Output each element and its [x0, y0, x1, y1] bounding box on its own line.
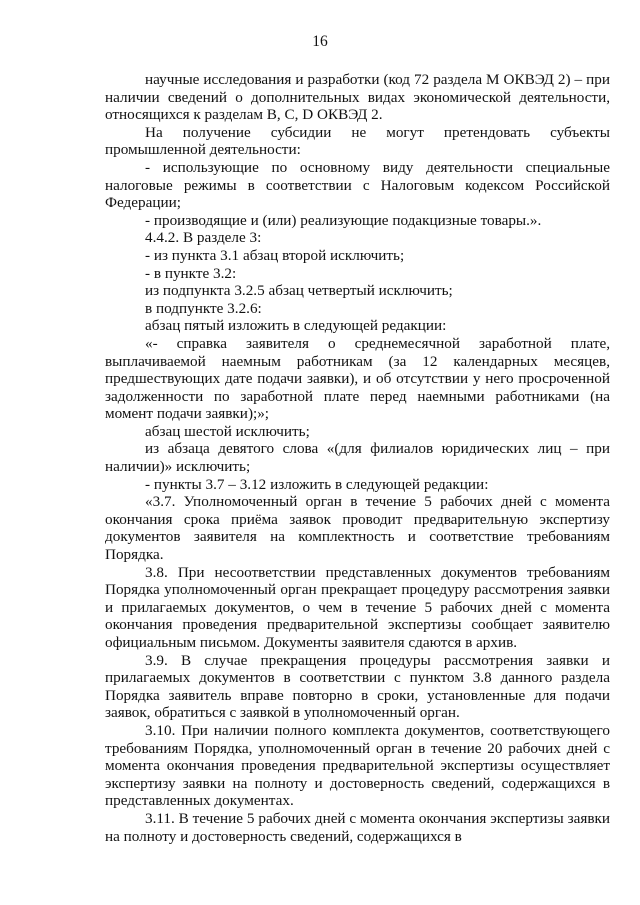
paragraph-special-tax-regimes: - использующие по основному виду деятельности специальные налоговые режимы в соответствии с Налоговым кодексом Российской Федерации; — [105, 158, 610, 212]
paragraph-salary-certificate: «- справка заявителя о среднемесячной заработной плате, выплачиваемой наемным работникам (за 12 календарных месяцев, предшествующих дате подачи заявки), и об отсутствии у него просроченной задолженности по заработной плате перед наемными работниками (на момент подачи заявки);»; — [105, 334, 610, 423]
paragraph-item-3-7: «3.7. Уполномоченный орган в течение 5 рабочих дней с момента окончания срока приёма заявок проводит предварительную экспертизу документов заявителя на комплектность и соответствие требованиям Порядка. — [105, 493, 610, 564]
document-body — [105, 71, 610, 845]
paragraph-subsidy-exclusion: На получение субсидии не могут претендовать субъекты промышленной деятельности: — [105, 123, 610, 159]
paragraph-fifth-abzac: абзац пятый изложить в следующей редакции: — [145, 317, 447, 335]
paragraph-item-3-1: - из пункта 3.1 абзац второй исключить; — [145, 246, 405, 264]
paragraph-ninth-abzac: из абзаца девятого слова «(для филиалов юридических лиц – при наличии)» исключить; — [105, 440, 610, 476]
paragraph-items-3-7-3-12: - пункты 3.7 – 3.12 изложить в следующей редакции: — [145, 475, 489, 493]
paragraph-excise-goods: - производящие и (или) реализующие подакцизные товары.». — [145, 211, 542, 229]
paragraph-continuation-research: научные исследования и разработки (код 72 раздела М ОКВЭД 2) – при наличии сведений о дополнительных видах экономической деятельности, относящихся к разделам В, С, D ОКВЭД 2. — [105, 71, 610, 124]
paragraph-sixth-abzac: абзац шестой исключить; — [145, 422, 310, 440]
paragraph-item-3-9: 3.9. В случае прекращения процедуры рассмотрения заявки и прилагаемых документов в соответствии с пунктом 3.8 данного раздела Порядка заявитель вправе повторно в сроки, установленные для подачи заявок, обратиться с заявкой в уполномоченный орган. — [105, 651, 610, 722]
paragraph-subitem-3-2-6: в подпункте 3.2.6: — [145, 299, 262, 317]
paragraph-subitem-3-2-5: из подпункта 3.2.5 абзац четвертый исключить; — [145, 282, 453, 300]
paragraph-item-3-11: 3.11. В течение 5 рабочих дней с момента окончания экспертизы заявки на полноту и достоверность сведений, содержащихся в — [105, 809, 610, 845]
page-number: 16 — [312, 33, 328, 50]
paragraph-item-3-2: - в пункте 3.2: — [145, 264, 237, 282]
paragraph-section-3-heading: 4.4.2. В разделе 3: — [145, 229, 262, 247]
paragraph-item-3-10: 3.10. При наличии полного комплекта документов, соответствующего требованиям Порядка, уполномоченный орган в течение 20 рабочих дней с момента окончания проведения предварительной экспертизы осуществляет экспертизу заявки на полноту и достоверность сведений, содержащихся в представленных документах. — [105, 721, 610, 810]
paragraph-item-3-8: 3.8. При несоответствии представленных документов требованиям Порядка уполномоченный орган прекращает процедуру рассмотрения заявки и прилагаемых документов, о чем в течение 5 рабочих дней с момента окончания проведения предварительной экспертизы сообщает заявителю официальным письмом. Документы заявителя сдаются в архив. — [105, 563, 610, 651]
